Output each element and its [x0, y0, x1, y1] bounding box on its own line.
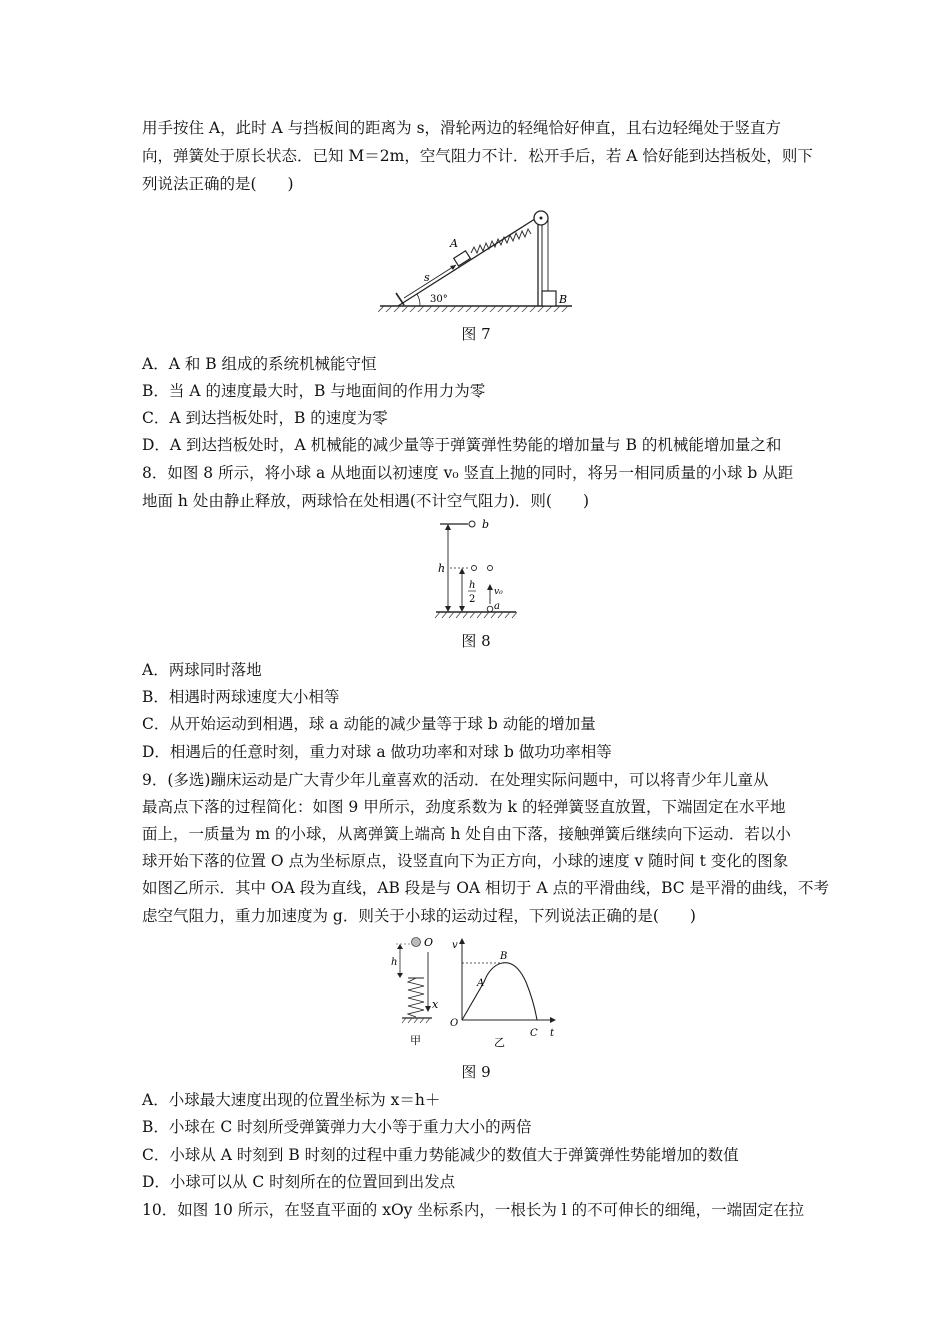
label-half-num: h [469, 580, 476, 591]
q9-option-b: B．小球在 C 时刻所受弹簧弹力大小等于重力大小的两倍 [142, 1118, 532, 1136]
label-v0: v₀ [494, 587, 503, 597]
figure-8 [432, 514, 522, 620]
label-h: h [391, 957, 398, 968]
angle-label: 30° [430, 294, 448, 305]
label-C: C [530, 1028, 538, 1039]
q8-option-b: B．相遇时两球速度大小相等 [142, 688, 340, 706]
q8-stem: 8．如图 8 所示，将小球 a 从地面以初速度 v₀ 竖直上抛的同时，将另一相同质量的小球 b 从距 [142, 464, 794, 482]
label-b: B [559, 293, 568, 306]
q8-option-a: A．两球同时落地 [142, 661, 262, 679]
label-t: t [550, 1028, 555, 1039]
q7-option-c: C．A 到达挡板处时，B 的速度为零 [142, 409, 388, 427]
q9-stem: 9．(多选)蹦床运动是广大青少年儿童喜欢的活动．在处理实际问题中，可以将青少年儿童从 [142, 771, 769, 789]
figure-9 [386, 932, 566, 1050]
q9-stem: 面上，一质量为 m 的小球，从离弹簧上端高 h 处自由下落，接触弹簧后继续向下运动．若以小 [142, 825, 791, 843]
figure-7-caption: 图 7 [461, 325, 491, 343]
q9-stem: 虑空气阻力，重力加速度为 g．则关于小球的运动过程，下列说法正确的是( ) [142, 907, 696, 925]
q8-option-c: C．从开始运动到相遇，球 a 动能的减少量等于球 b 动能的增加量 [142, 715, 596, 733]
intro-line: 向，弹簧处于原长状态．已知 M＝2m，空气阻力不计．松开手后，若 A 恰好能到达挡板处，则下 [142, 147, 813, 165]
label-O: O [424, 936, 434, 949]
label-half-den: 2 [469, 594, 476, 605]
q8-stem: 地面 h 处由静止释放，两球恰在处相遇(不计空气阻力)．则( ) [142, 492, 590, 510]
label-h: h [438, 562, 446, 575]
label-B: B [500, 951, 508, 962]
figure-9-caption: 图 9 [461, 1063, 491, 1081]
intro-line: 列说法正确的是( ) [142, 175, 294, 193]
q9-option-d: D．小球可以从 C 时刻所在的位置回到出发点 [142, 1173, 456, 1191]
q7-option-d: D．A 到达挡板处时，A 机械能的减少量等于弹簧弹性势能的增加量与 B 的机械能增加量之和 [142, 436, 782, 454]
label-jia: 甲 [410, 1034, 421, 1047]
q7-option-b: B．当 A 的速度最大时，B 与地面间的作用力为零 [142, 382, 486, 400]
q9-stem: 最高点下落的过程简化：如图 9 甲所示，劲度系数为 k 的轻弹簧竖直放置，下端固定在水平地 [142, 798, 786, 816]
label-yi: 乙 [494, 1036, 505, 1049]
label-a: A [450, 237, 458, 250]
q10-stem: 10．如图 10 所示，在竖直平面的 xOy 坐标系内，一根长为 l 的不可伸长的细绳，一端固定在拉 [142, 1201, 805, 1219]
label-b: b [482, 518, 490, 531]
q9-stem: 如图乙所示．其中 OA 段为直线，AB 段是与 OA 相切于 A 点的平滑曲线，BC 是平滑的曲线，不考 [142, 879, 830, 897]
figure-7 [378, 205, 578, 315]
label-origin: O [450, 1018, 459, 1029]
q7-option-a: A．A 和 B 组成的系统机械能守恒 [142, 355, 377, 373]
label-s: s [424, 271, 430, 284]
q8-option-d: D．相遇后的任意时刻，重力对球 a 做功功率和对球 b 做功功率相等 [142, 743, 612, 761]
label-A: A [477, 978, 485, 989]
intro-line: 用手按住 A，此时 A 与挡板间的距离为 s，滑轮两边的轻绳恰好伸直，且右边轻绳处于竖直方 [142, 119, 782, 137]
label-x: x [432, 998, 439, 1011]
label-a: a [494, 601, 500, 612]
figure-8-caption: 图 8 [461, 632, 491, 650]
label-v: v [452, 940, 458, 951]
q9-stem: 球开始下落的位置 O 点为坐标原点，设竖直向下为正方向，小球的速度 v 随时间 t 变化的图象 [142, 852, 789, 870]
q9-option-c: C．小球从 A 时刻到 B 时刻的过程中重力势能减少的数值大于弹簧弹性势能增加的数值 [142, 1146, 739, 1164]
q9-option-a: A．小球最大速度出现的位置坐标为 x＝h＋ [142, 1091, 441, 1109]
